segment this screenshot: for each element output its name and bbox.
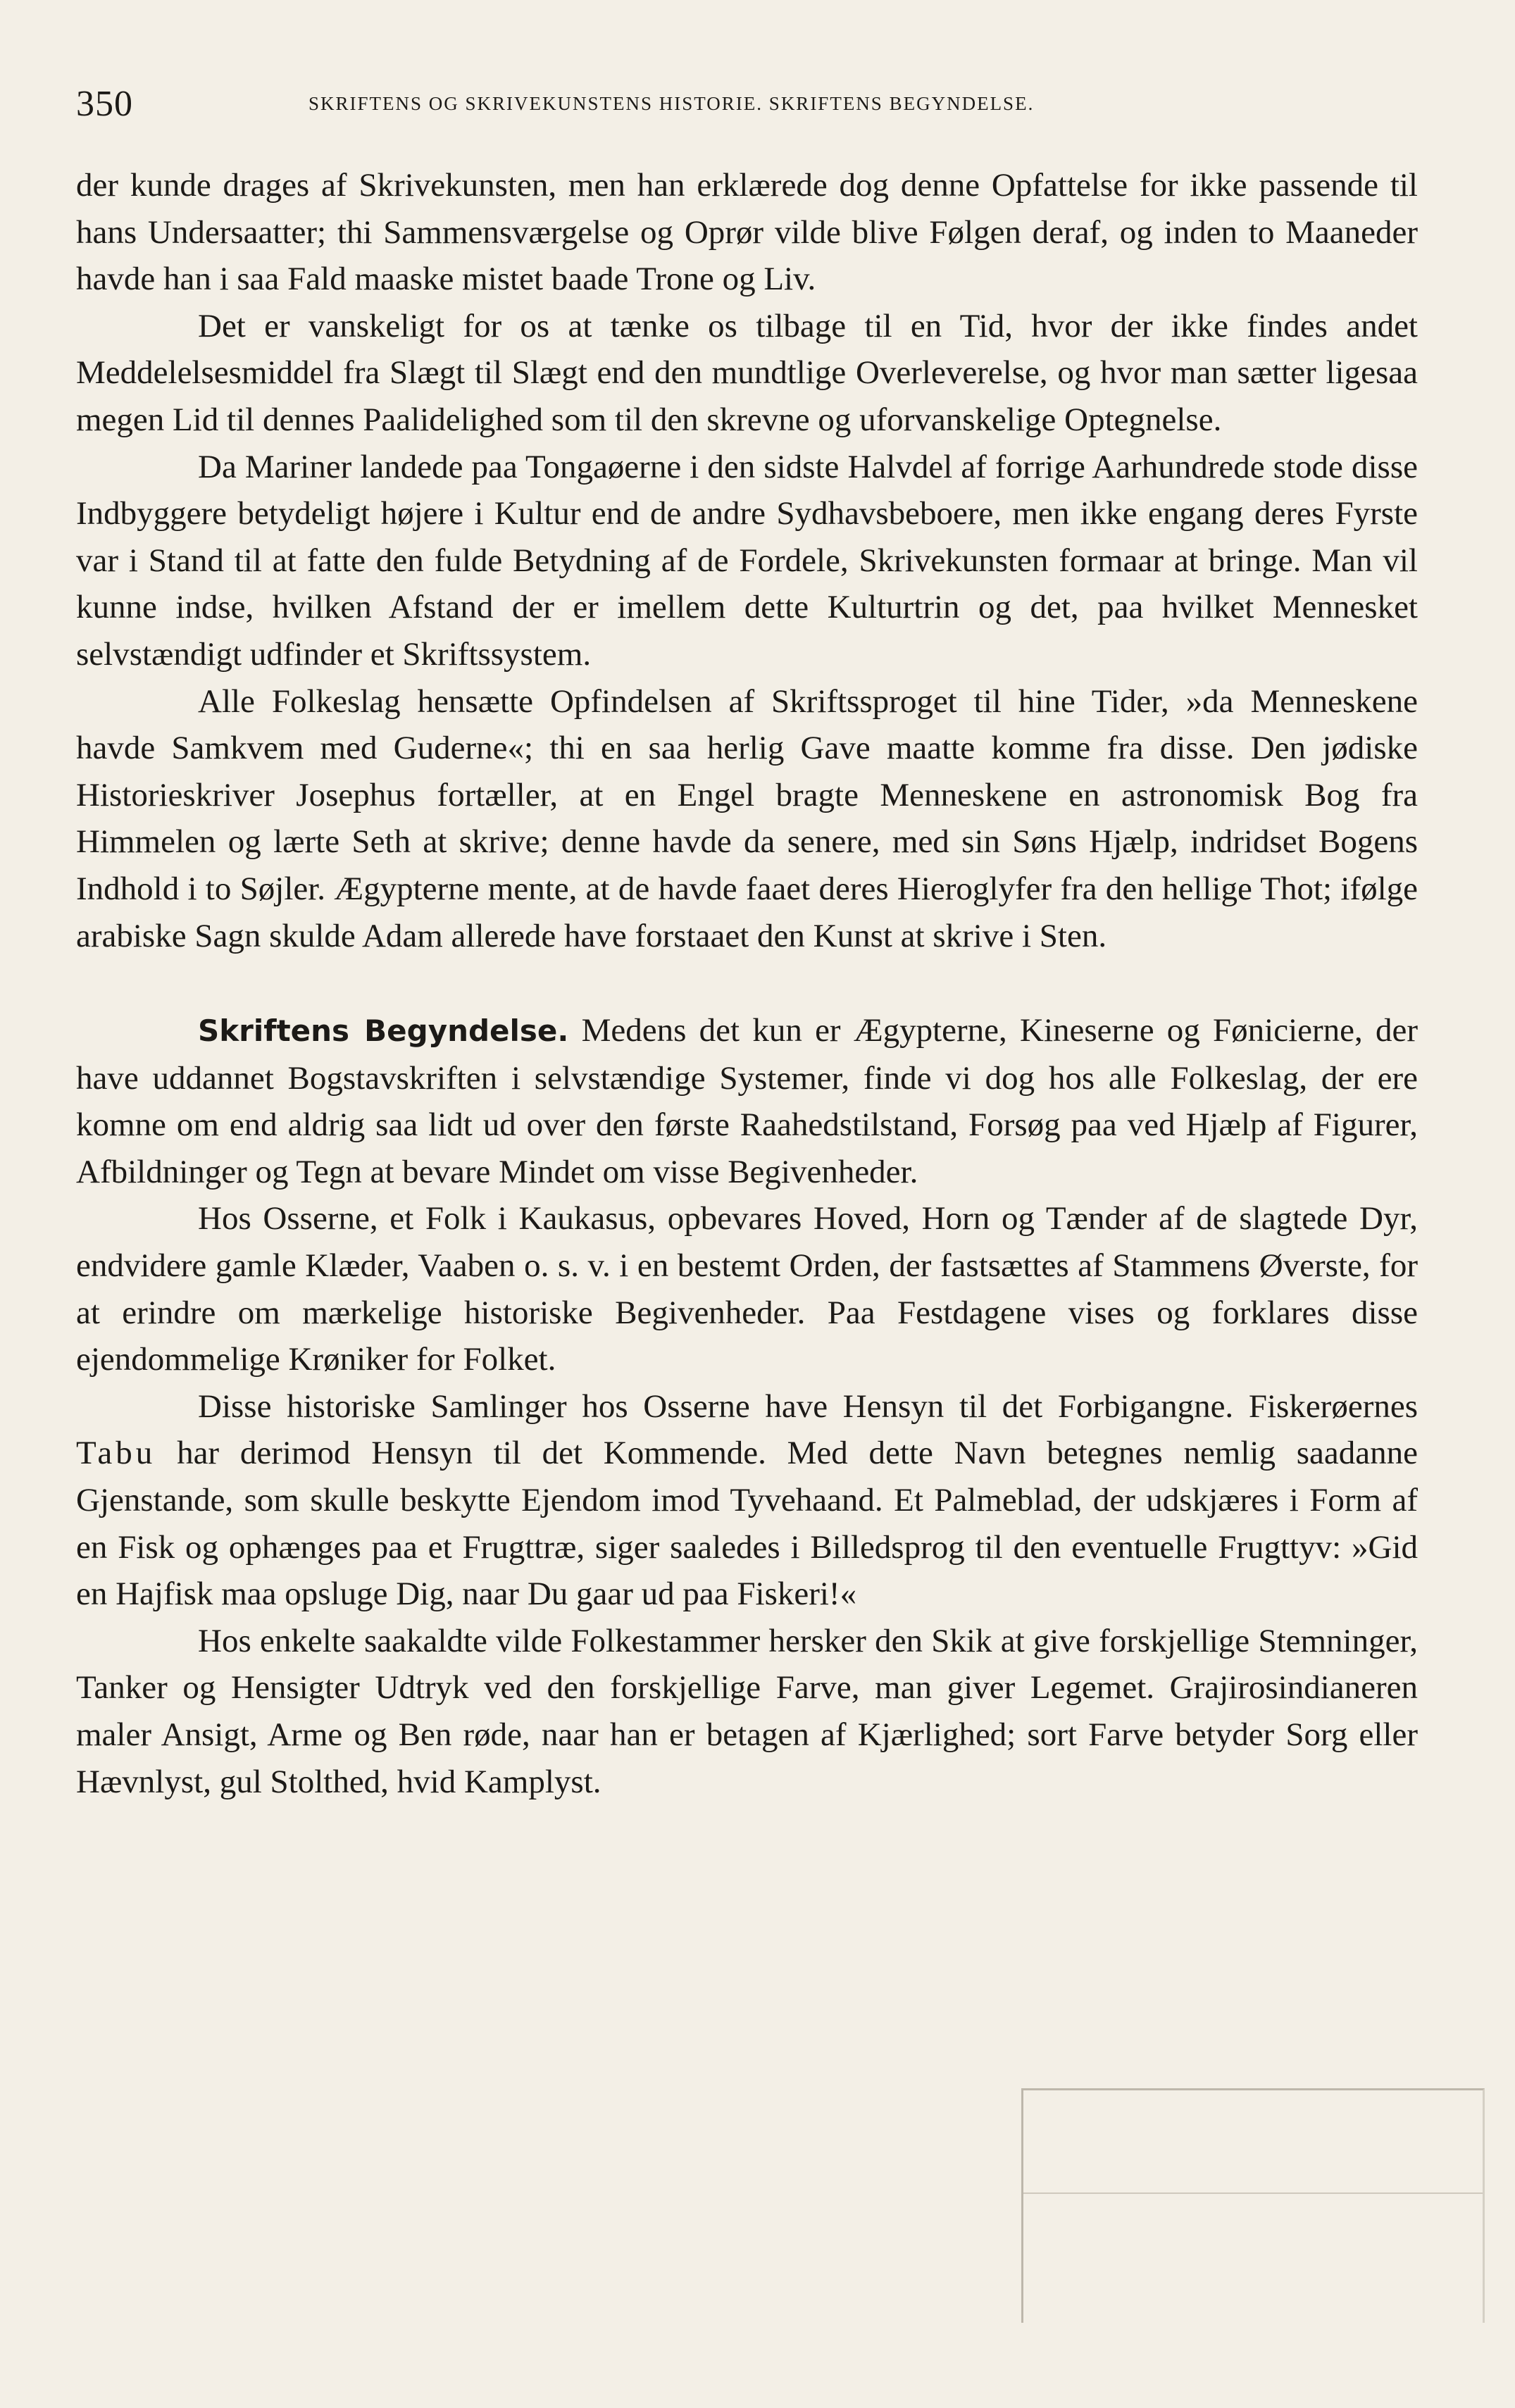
paragraph: Alle Folkeslag hensætte Opfindelsen af Skriftssproget til hine Tider, »da Menneskene havde Samkvem med Guderne«; thi en saa herlig Gave maatte komme fra disse. Den jødiske Historieskriver Josephus fortæller, at en Engel bragte Menneskene en astronomisk Bog fra Himmelen og lærte Seth at skrive; denne havde da senere, med sin Søns Hjælp, indridset Bogens Indhold i to Søjler. Ægypterne mente, at de havde faaet deres Hieroglyfer fra den hellige Thot; ifølge arabiske Sagn skulde Adam allerede have forstaaet den Kunst at skrive i Sten.: [76, 682, 1418, 954]
spaced-term: Tabu: [76, 1435, 156, 1472]
paragraph: Da Mariner landede paa Tongaøerne i den sidste Halvdel af forrige Aarhundrede stode disse Indbyggere betydeligt højere i Kultur end de andre Sydhavsbeboere, men ikke engang deres Fyrste var i Stand til at fatte den fulde Betydning af de Fordele, Skrivekunsten formaar at bringe. Man vil kunne indse, hvilken Afstand der er imellem dette Kulturtrin og det, paa hvilket Mennesket selvstændigt udfinder et Skriftssystem.: [76, 448, 1418, 673]
paragraph: [76, 1383, 1418, 1618]
paragraph: Det er vanskeligt for os at tænke os tilbage til en Tid, hvor der ikke findes andet Meddelelsesmiddel fra Slægt til Slægt end den mundtlige Overleverelse, og hvor man sætter ligesaa megen Lid til dennes Paalidelighed som til den skrevne og uforvanskelige Optegnelse.: [76, 307, 1418, 438]
paragraph: der kunde drages af Skrivekunsten, men han erklærede dog denne Opfattelse for ikke passende til hans Undersaatter; thi Sammensværgelse og Oprør vilde blive Følgen deraf, og inden to Maaneder havde han i saa Fald maaske mistet baade Trone og Liv.: [76, 167, 1418, 298]
library-stamp-frame: [1021, 2088, 1485, 2323]
stamp-rule: [1023, 2192, 1483, 2194]
paragraph-text: Disse historiske Samlinger hos Osserne have Hensyn til det Forbigangne. Fiskerøernes: [198, 1387, 1418, 1425]
page-header: [76, 83, 1428, 132]
section-text: Medens det kun er Ægypterne, Kineserne og Fønicierne, der have uddannet Bogstavskriften i selvstændige Systemer, finde vi dog hos alle Folkeslag, der ere komne om end aldrig saa lidt ud over den første Raahedstilstand, Forsøg paa ved Hjælp af Figurer, Afbildninger og Tegn at bevare Mindet om visse Begivenheder.: [76, 1012, 1419, 1190]
page-number: 350: [76, 84, 133, 124]
paragraph: Hos Osserne, et Folk i Kaukasus, opbevares Hoved, Horn og Tænder af de slagtede Dyr, endvidere gamle Klæder, Vaaben o. s. v. i en bestemt Orden, der fastsættes af Stammens Øverste, for at erindre om mærkelige historiske Begivenheder. Paa Festdagene vises og forklares disse ejendommelige Krøniker for Folket.: [76, 1200, 1418, 1378]
paragraph-text: har derimod Hensyn til det Kommende. Med dette Navn betegnes nemlig saadanne Gjenstande, som skulle beskytte Ejendom imod Tyvehaand. Et Palmeblad, der udskjæres i Form af en Fisk og ophænges paa et Frugttræ, siger saaledes i Billedsprog til den eventuelle Frugttyv: »Gid en Hajfisk maa opsluge Dig, naar Du gaar ud paa Fiskeri!«: [76, 1435, 1418, 1613]
running-head: SKRIFTENS OG SKRIVEKUNSTENS HISTORIE. SKRIFTENS BEGYNDELSE.: [308, 93, 1035, 114]
section-paragraph: [76, 1007, 1418, 1195]
section-heading: Skriftens Begyndelse.: [198, 1013, 569, 1049]
paragraph: Hos enkelte saakaldte vilde Folkestammer hersker den Skik at give forskjellige Stemninger, Tanker og Hensigter Udtryk ved den forskjellige Farve, man giver Legemet. Grajirosindianeren maler Ansigt, Arme og Ben røde, naar han er betagen af Kjærlighed; sort Farve betyder Sorg eller Hævnlyst, gul Stolthed, hvid Kamplyst.: [76, 1622, 1418, 1800]
body-text: [76, 162, 1418, 1805]
